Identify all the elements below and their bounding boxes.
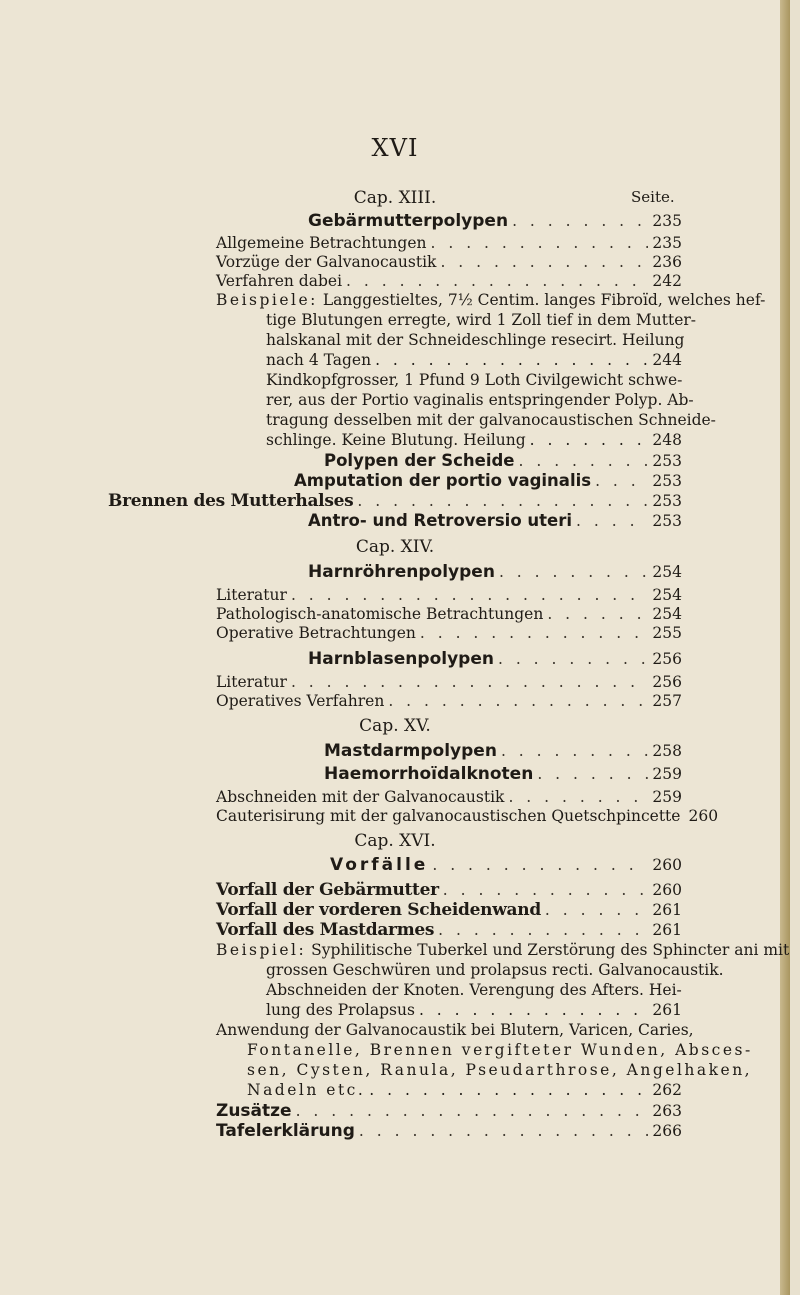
paragraph-line: tige Blutungen erregte, wird 1 Zoll tief in dem Mutter- <box>266 311 697 329</box>
paragraph-line: lung des Prolapsus . . . 261 <box>216 1000 682 1020</box>
toc-entry-label: Tafelerklärung <box>216 1121 355 1141</box>
paragraph-line: Beispiel: Syphilitische Tuberkel und Zerstörung des Sphincter ani mit <box>216 941 790 959</box>
toc-entry-label: Literatur <box>216 673 287 691</box>
toc-entry-label: Operatives Verfahren <box>216 692 385 710</box>
toc-entry-page: 260 <box>688 807 719 825</box>
leader-dots <box>526 430 649 450</box>
beispiel-paragraph <box>216 370 716 450</box>
toc-entry[interactable] <box>216 900 682 920</box>
toc-entry-label: Vorfall der vorderen Scheidenwand <box>216 900 541 920</box>
toc-entry[interactable] <box>216 855 682 875</box>
paragraph-line: tragung desselben mit der galvanocaustischen Schneide- <box>266 411 716 429</box>
beispiel-paragraph <box>216 940 790 1020</box>
leader-dots <box>541 900 648 920</box>
chapter-heading-14: Cap. XIV. <box>355 537 435 557</box>
toc-entry-page: 242 <box>652 272 682 290</box>
toc-entry[interactable] <box>108 491 682 511</box>
toc-entry-page: 259 <box>652 765 682 783</box>
toc-entry-label: Harnröhrenpolypen <box>308 562 495 582</box>
toc-entry-page: 261 <box>652 921 682 939</box>
toc-entry[interactable] <box>216 585 682 605</box>
toc-entry-label: Verfahren dabei <box>216 272 343 290</box>
toc-entry-page: 261 <box>652 1001 682 1019</box>
toc-entry-page: 260 <box>652 881 682 899</box>
paragraph-line: halskanal mit der Schneideschlinge resecirt. Heilung <box>266 331 685 349</box>
leader-dots <box>384 691 648 711</box>
toc-entry[interactable] <box>216 764 682 784</box>
anwendung-paragraph <box>216 1020 753 1100</box>
seite-label: Seite. <box>631 188 675 206</box>
paragraph-line: Anwendung der Galvanocaustik bei Blutern, Varicen, Caries, <box>216 1021 694 1039</box>
toc-entry-page: 235 <box>652 234 682 252</box>
leader-dots <box>342 271 648 291</box>
toc-entry-label: Operative Betrachtungen <box>216 624 416 642</box>
toc-entry-page: 261 <box>652 901 682 919</box>
toc-entry-page: 260 <box>652 856 682 874</box>
leader-dots <box>572 511 648 531</box>
toc-entry[interactable] <box>216 211 682 231</box>
leader-dots <box>355 1121 649 1141</box>
toc-entry[interactable] <box>216 920 682 940</box>
leader-dots <box>416 623 649 643</box>
leader-dots <box>415 1000 648 1020</box>
leader-dots <box>508 211 648 231</box>
toc-entry-label: Literatur <box>216 586 287 604</box>
toc-entry-label: Vorfall des Mastdarmes <box>216 920 435 940</box>
toc-entry[interactable] <box>216 271 682 291</box>
leader-dots <box>427 233 649 253</box>
toc-entry[interactable] <box>216 451 682 471</box>
toc-entry[interactable] <box>216 252 682 272</box>
beispiele-label: Beispiele: <box>216 291 318 309</box>
page-number: XVI <box>371 134 419 162</box>
toc-entry-label: Gebärmutterpolypen <box>308 211 509 231</box>
toc-entry-label: Vorzüge der Galvanocaustik <box>216 253 437 271</box>
leader-dots <box>591 471 648 491</box>
paragraph-line: Nadeln etc. . . . 262 <box>216 1080 682 1100</box>
toc-entry-page: 257 <box>652 692 682 710</box>
toc-entry[interactable] <box>216 672 682 692</box>
leader-dots <box>371 350 648 370</box>
leader-dots <box>514 451 648 471</box>
leader-dots <box>495 562 648 582</box>
toc-entry[interactable] <box>216 623 682 643</box>
paragraph-line: Kindkopfgrosser, 1 Pfund 9 Loth Civilgewicht schwe- <box>266 371 683 389</box>
toc-entry[interactable] <box>216 880 682 900</box>
toc-entry-page: 266 <box>652 1122 682 1140</box>
toc-entry[interactable] <box>216 787 682 807</box>
chapter-heading-16: Cap. XVI. <box>354 831 436 851</box>
leader-dots <box>494 649 648 669</box>
toc-entry-label: Brennen des Mutterhalses <box>108 491 354 511</box>
leader-dots <box>287 672 648 692</box>
toc-entry-label: Amputation der portio vaginalis <box>294 471 592 490</box>
toc-entry-label: Pathologisch-anatomische Betrachtungen <box>216 605 544 623</box>
toc-entry[interactable] <box>216 233 682 253</box>
toc-entry-page: 253 <box>652 452 682 470</box>
toc-entry-label: Abschneiden mit der Galvanocaustik <box>216 788 505 806</box>
leader-dots <box>292 1101 649 1121</box>
leader-dots <box>353 491 648 511</box>
paragraph-line: Abschneiden der Knoten. Verengung des Afters. Hei- <box>266 981 682 999</box>
toc-entry-page: 253 <box>652 472 682 490</box>
toc-entry-page: 235 <box>652 212 682 230</box>
paragraph-line: nach 4 Tagen . . . 244 <box>216 350 682 370</box>
toc-entry-label: Haemorrhoïdalknoten <box>324 764 534 784</box>
toc-entry-page: 262 <box>652 1081 682 1099</box>
toc-entry-label: Vorfall der Gebärmutter <box>216 880 439 900</box>
toc-entry-label: Allgemeine Betrachtungen <box>216 234 427 252</box>
toc-entry-page: 254 <box>652 605 682 623</box>
toc-entry[interactable] <box>216 1101 682 1121</box>
toc-entry-label: Mastdarmpolypen <box>324 741 497 761</box>
leader-dots <box>434 920 648 940</box>
leader-dots <box>533 764 648 784</box>
toc-entry-page: 253 <box>652 492 682 510</box>
toc-entry-page: 248 <box>652 431 682 449</box>
toc-entry-label: Zusätze <box>216 1101 292 1121</box>
toc-entry[interactable] <box>216 806 719 826</box>
beispiele-paragraph <box>216 290 766 370</box>
leader-dots <box>365 1080 648 1100</box>
paragraph-line: grossen Geschwüren und prolapsus recti. Galvanocaustik. <box>266 961 724 979</box>
leader-dots <box>428 855 648 875</box>
leader-dots <box>497 741 648 761</box>
toc-entry[interactable] <box>216 649 682 669</box>
toc-entry[interactable] <box>216 1121 682 1141</box>
toc-entry-page: 256 <box>652 673 682 691</box>
leader-dots <box>504 787 648 807</box>
toc-entry-page: 254 <box>652 563 682 581</box>
toc-entry-page: 253 <box>652 512 682 530</box>
toc-entry-page: 255 <box>652 624 682 642</box>
leader-dots <box>287 585 648 605</box>
toc-entry-label: Antro- und Retroversio uteri <box>308 511 573 530</box>
toc-entry-page: 259 <box>652 788 682 806</box>
toc-entry-page: 256 <box>652 650 682 668</box>
toc-entry-page: 254 <box>652 586 682 604</box>
beispiel-label: Beispiel: <box>216 941 307 959</box>
paragraph-line: Beispiele: Langgestieltes, 7½ Centim. langes Fibroïd, welches hef- <box>216 291 766 309</box>
leader-dots <box>436 252 648 272</box>
toc-entry[interactable] <box>216 471 682 491</box>
toc-entry[interactable] <box>216 691 682 711</box>
toc-entry-page: 236 <box>652 253 682 271</box>
paragraph-line: Fontanelle, Brennen vergifteter Wunden, Absces- <box>247 1041 753 1059</box>
toc-entry-page: 244 <box>652 351 682 369</box>
chapter-heading-13: Cap. XIII. <box>353 188 437 208</box>
leader-dots <box>543 604 648 624</box>
chapter-heading-15: Cap. XV. <box>359 716 431 736</box>
toc-entry-label: Cauterisirung mit der galvanocaustischen Quetschpincette <box>216 807 681 825</box>
toc-entry-label: Vorfälle <box>330 855 429 875</box>
toc-entry[interactable] <box>216 604 682 624</box>
paragraph-line: schlinge. Keine Blutung. Heilung . . . 248 <box>216 430 682 450</box>
toc-entry[interactable] <box>216 511 682 531</box>
toc-entry-page: 258 <box>652 742 682 760</box>
paragraph-line: sen, Cysten, Ranula, Pseudarthrose, Angelhaken, <box>247 1061 753 1079</box>
toc-entry-label: Harnblasenpolypen <box>308 649 494 669</box>
toc-entry[interactable] <box>216 741 682 761</box>
toc-entry-label: Polypen der Scheide <box>324 451 515 470</box>
toc-entry-page: 263 <box>652 1102 682 1120</box>
toc-entry[interactable] <box>216 562 682 582</box>
paragraph-line: rer, aus der Portio vaginalis entspringender Polyp. Ab- <box>266 391 694 409</box>
leader-dots <box>439 880 649 900</box>
